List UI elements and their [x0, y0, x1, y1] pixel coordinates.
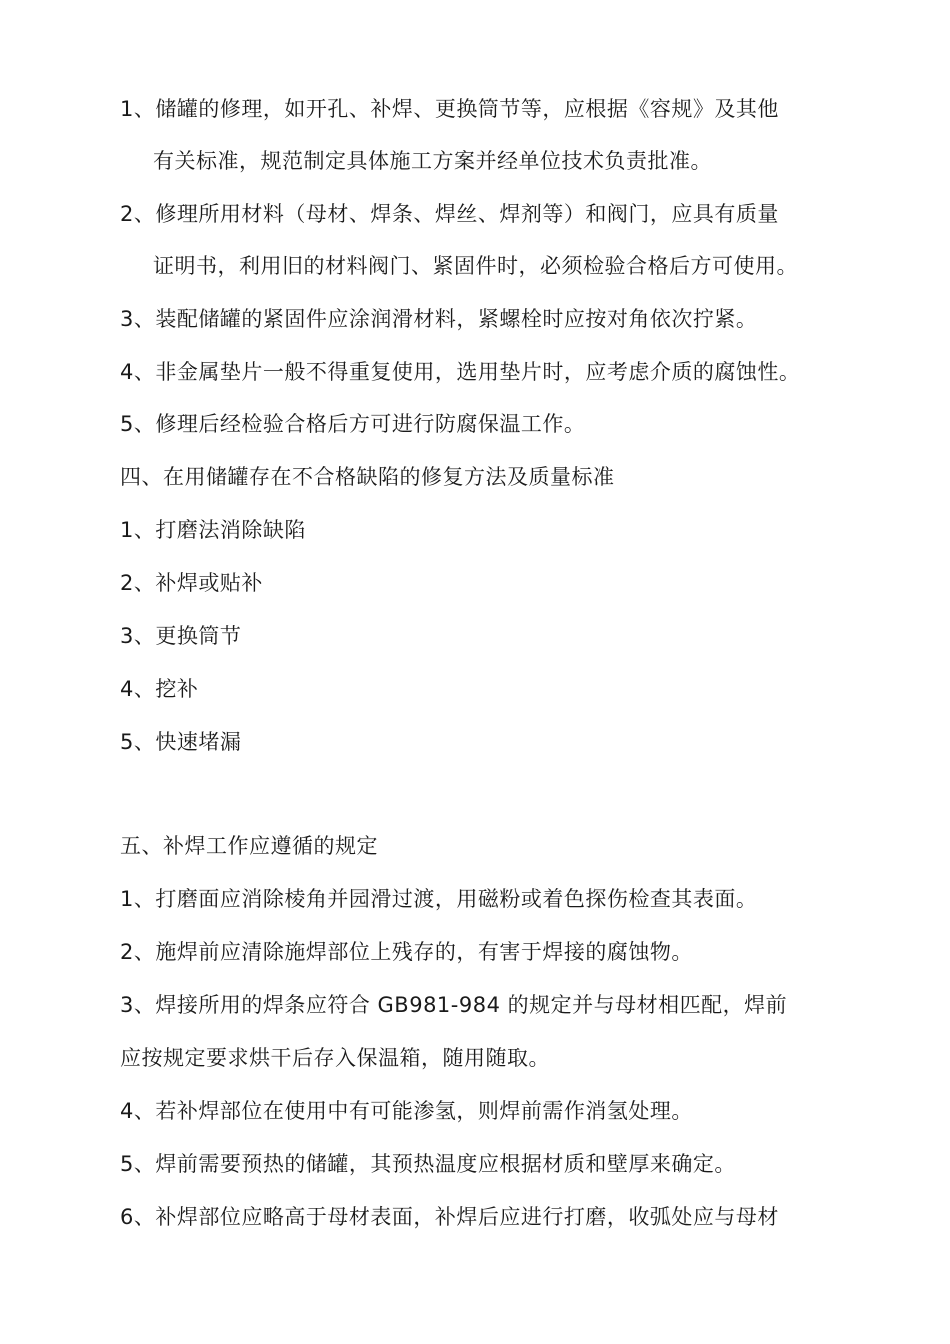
text-line: 证明书，利用旧的材料阀门、紧固件时，必须检验合格后方可使用。 [153, 254, 798, 278]
section-heading: 四、在用储罐存在不合格缺陷的修复方法及质量标准 [120, 465, 615, 489]
text-line: 3、焊接所用的焊条应符合 GB981-984 的规定并与母材相匹配，焊前 [120, 993, 788, 1017]
list-item: 2、补焊或贴补 [120, 571, 263, 595]
section-heading: 五、补焊工作应遵循的规定 [120, 834, 378, 858]
list-item: 3、更换筒节 [120, 624, 242, 648]
text-line: 有关标准，规范制定具体施工方案并经单位技术负责批准。 [153, 149, 712, 173]
list-item: 5、快速堵漏 [120, 730, 242, 754]
text-line: 应按规定要求烘干后存入保温箱，随用随取。 [120, 1046, 550, 1070]
text-line: 1、打磨面应消除棱角并园滑过渡，用磁粉或着色探伤检查其表面。 [120, 887, 758, 911]
text-line: 2、施焊前应清除施焊部位上残存的，有害于焊接的腐蚀物。 [120, 940, 693, 964]
text-line: 5、焊前需要预热的储罐，其预热温度应根据材质和壁厚来确定。 [120, 1152, 736, 1176]
text-line: 2、修理所用材料（母材、焊条、焊丝、焊剂等）和阀门，应具有质量 [120, 202, 779, 226]
text-line: 5、修理后经检验合格后方可进行防腐保温工作。 [120, 412, 586, 436]
text-line: 4、非金属垫片一般不得重复使用，选用垫片时，应考虑介质的腐蚀性。 [120, 360, 801, 384]
list-item: 1、打磨法消除缺陷 [120, 518, 306, 542]
text-line: 6、补焊部位应略高于母材表面，补焊后应进行打磨，收弧处应与母材 [120, 1205, 779, 1229]
text-line: 4、若补焊部位在使用中有可能渗氢，则焊前需作消氢处理。 [120, 1099, 693, 1123]
list-item: 4、挖补 [120, 677, 199, 701]
text-line: 1、储罐的修理，如开孔、补焊、更换筒节等，应根据《容规》及其他 [120, 97, 779, 121]
text-line: 3、装配储罐的紧固件应涂润滑材料，紧螺栓时应按对角依次拧紧。 [120, 307, 758, 331]
